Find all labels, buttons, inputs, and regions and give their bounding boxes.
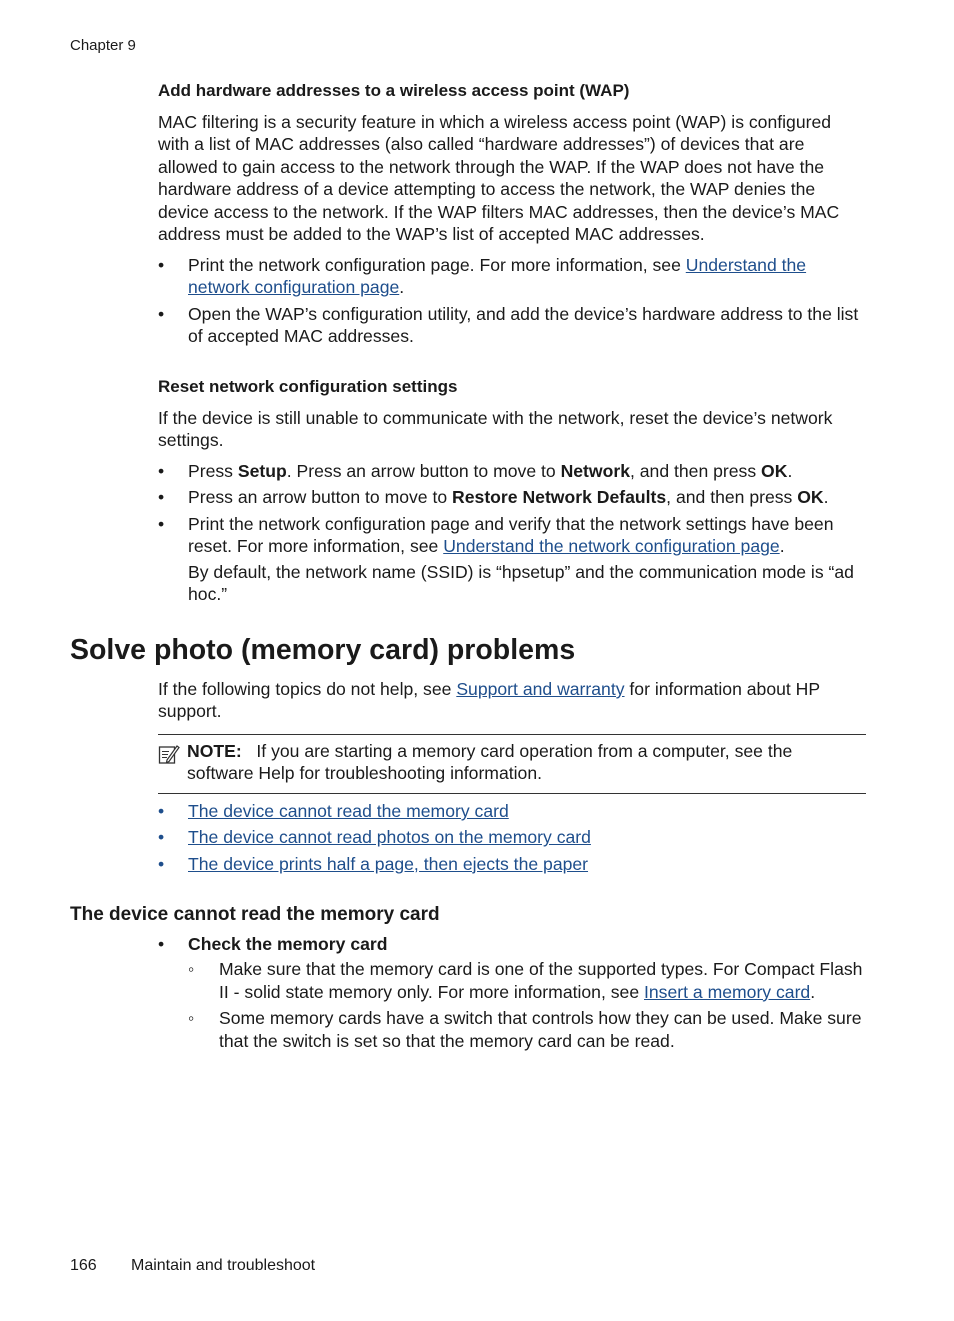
link-prints-half-page[interactable]: The device prints half a page, then ejects the paper [188,853,589,874]
text: . Press an arrow button to move to [286,461,561,481]
list-item [158,460,866,482]
sub-bullet-glyph: ◦ [188,1008,195,1029]
sub-list-item [188,1007,866,1052]
bullet-glyph: • [158,461,165,481]
bullet-glyph: • [158,801,165,821]
network-term: Network [560,461,630,481]
text: Press [188,461,238,481]
heading-reset: Reset network configuration settings [158,377,458,396]
restore-defaults-term: Restore Network Defaults [452,487,667,508]
list-item [158,800,866,822]
punctuation: . [823,487,829,508]
text: Make sure that the memory card is one of the supported types. For Compact Flash II - solid state memory only. For more information, see [219,959,863,1002]
list-wap [158,254,866,348]
list-item [158,513,866,606]
list-item [158,486,866,508]
ok-term: OK [761,461,788,481]
chapter-label: Chapter 9 [70,37,136,54]
text: , and then press [629,461,762,481]
text: Some memory cards have a switch that controls how they can be used. Make sure that the switch is set so that the memory card can be read. [219,1008,862,1051]
text: If the following topics do not help, see [158,679,457,699]
bullet-glyph: • [158,255,165,275]
list-item [158,933,866,1052]
sub-bullet-glyph: ◦ [188,959,195,980]
text: , and then press [666,487,798,508]
list-item [158,254,866,299]
footer-section: Maintain and troubleshoot [131,1257,316,1274]
list-item [158,303,866,348]
sublist [188,958,866,1052]
page-number: 166 [70,1257,97,1274]
sub-list-item [188,958,866,1003]
bullet-glyph: • [158,827,165,848]
link-cannot-read-photos[interactable]: The device cannot read photos on the memory card [188,827,591,848]
bullet-text: Open the WAP’s configuration utility, and add the device’s hardware address to the list of accepted MAC addresses. [188,303,859,347]
link-insert-memory-card[interactable]: Insert a memory card [644,981,811,1002]
paragraph-reset: If the device is still unable to communicate with the network, reset the device’s network settings. [158,408,833,451]
note-pencil-icon [158,743,180,765]
link-understand-network-config[interactable]: Understand the network configuration page [443,536,780,557]
list-check-card [158,933,866,1052]
punctuation: . [810,981,816,1002]
ssid-note: By default, the network name (SSID) is “hpsetup” and the communication mode is “ad hoc.” [188,561,854,605]
paragraph-photo-intro [158,678,866,723]
bullet-text: Print the network configuration page. For more information, see [188,255,686,275]
list-reset [158,460,866,605]
text: Press an arrow button to move to [188,487,453,508]
link-understand-network-config[interactable]: Understand the network configuration page [188,255,807,298]
text: for information about HP support. [158,679,820,722]
link-cannot-read-card[interactable]: The device cannot read the memory card [188,801,509,821]
link-support-warranty[interactable]: Support and warranty [456,679,625,699]
section-title-cannot-read: The device cannot read the memory card [70,904,440,925]
setup-term: Setup [237,461,287,481]
punctuation: . [399,277,405,298]
section-title-photo: Solve photo (memory card) problems [70,634,576,666]
note-body: If you are starting a memory card operation from a computer, see the software Help for troubleshooting information. [187,741,793,784]
note-box [158,734,866,794]
bullet-glyph: • [158,303,165,324]
list-item [158,853,866,875]
bullet-glyph: • [158,853,165,874]
punctuation: . [779,536,785,557]
note-text [187,740,857,785]
list-item [158,826,866,848]
note-label: NOTE: [187,741,242,761]
bullet-glyph: • [158,513,165,534]
ok-term: OK [797,487,824,508]
text: Print the network configuration page and verify that the network settings have been reset. For more information, see [188,513,834,557]
bullet-glyph: • [158,934,165,954]
paragraph-wap: MAC filtering is a security feature in which a wireless access point (WAP) is configured with a list of MAC addresses (also called “hardware addresses”) of devices that are allowed to gain access to the network through the WAP. If the WAP does not have the hardware address of a device attempting to access the network, the WAP denies the device access to the network. If the WAP filters MAC addresses, then the device’s MAC address must be added to the WAP’s list of accepted MAC addresses. [158,112,840,245]
list-photo-topics [158,800,866,875]
heading-wap: Add hardware addresses to a wireless access point (WAP) [158,81,630,100]
check-card-label: Check the memory card [188,934,388,954]
bullet-glyph: • [158,487,165,508]
punctuation: . [787,461,793,481]
